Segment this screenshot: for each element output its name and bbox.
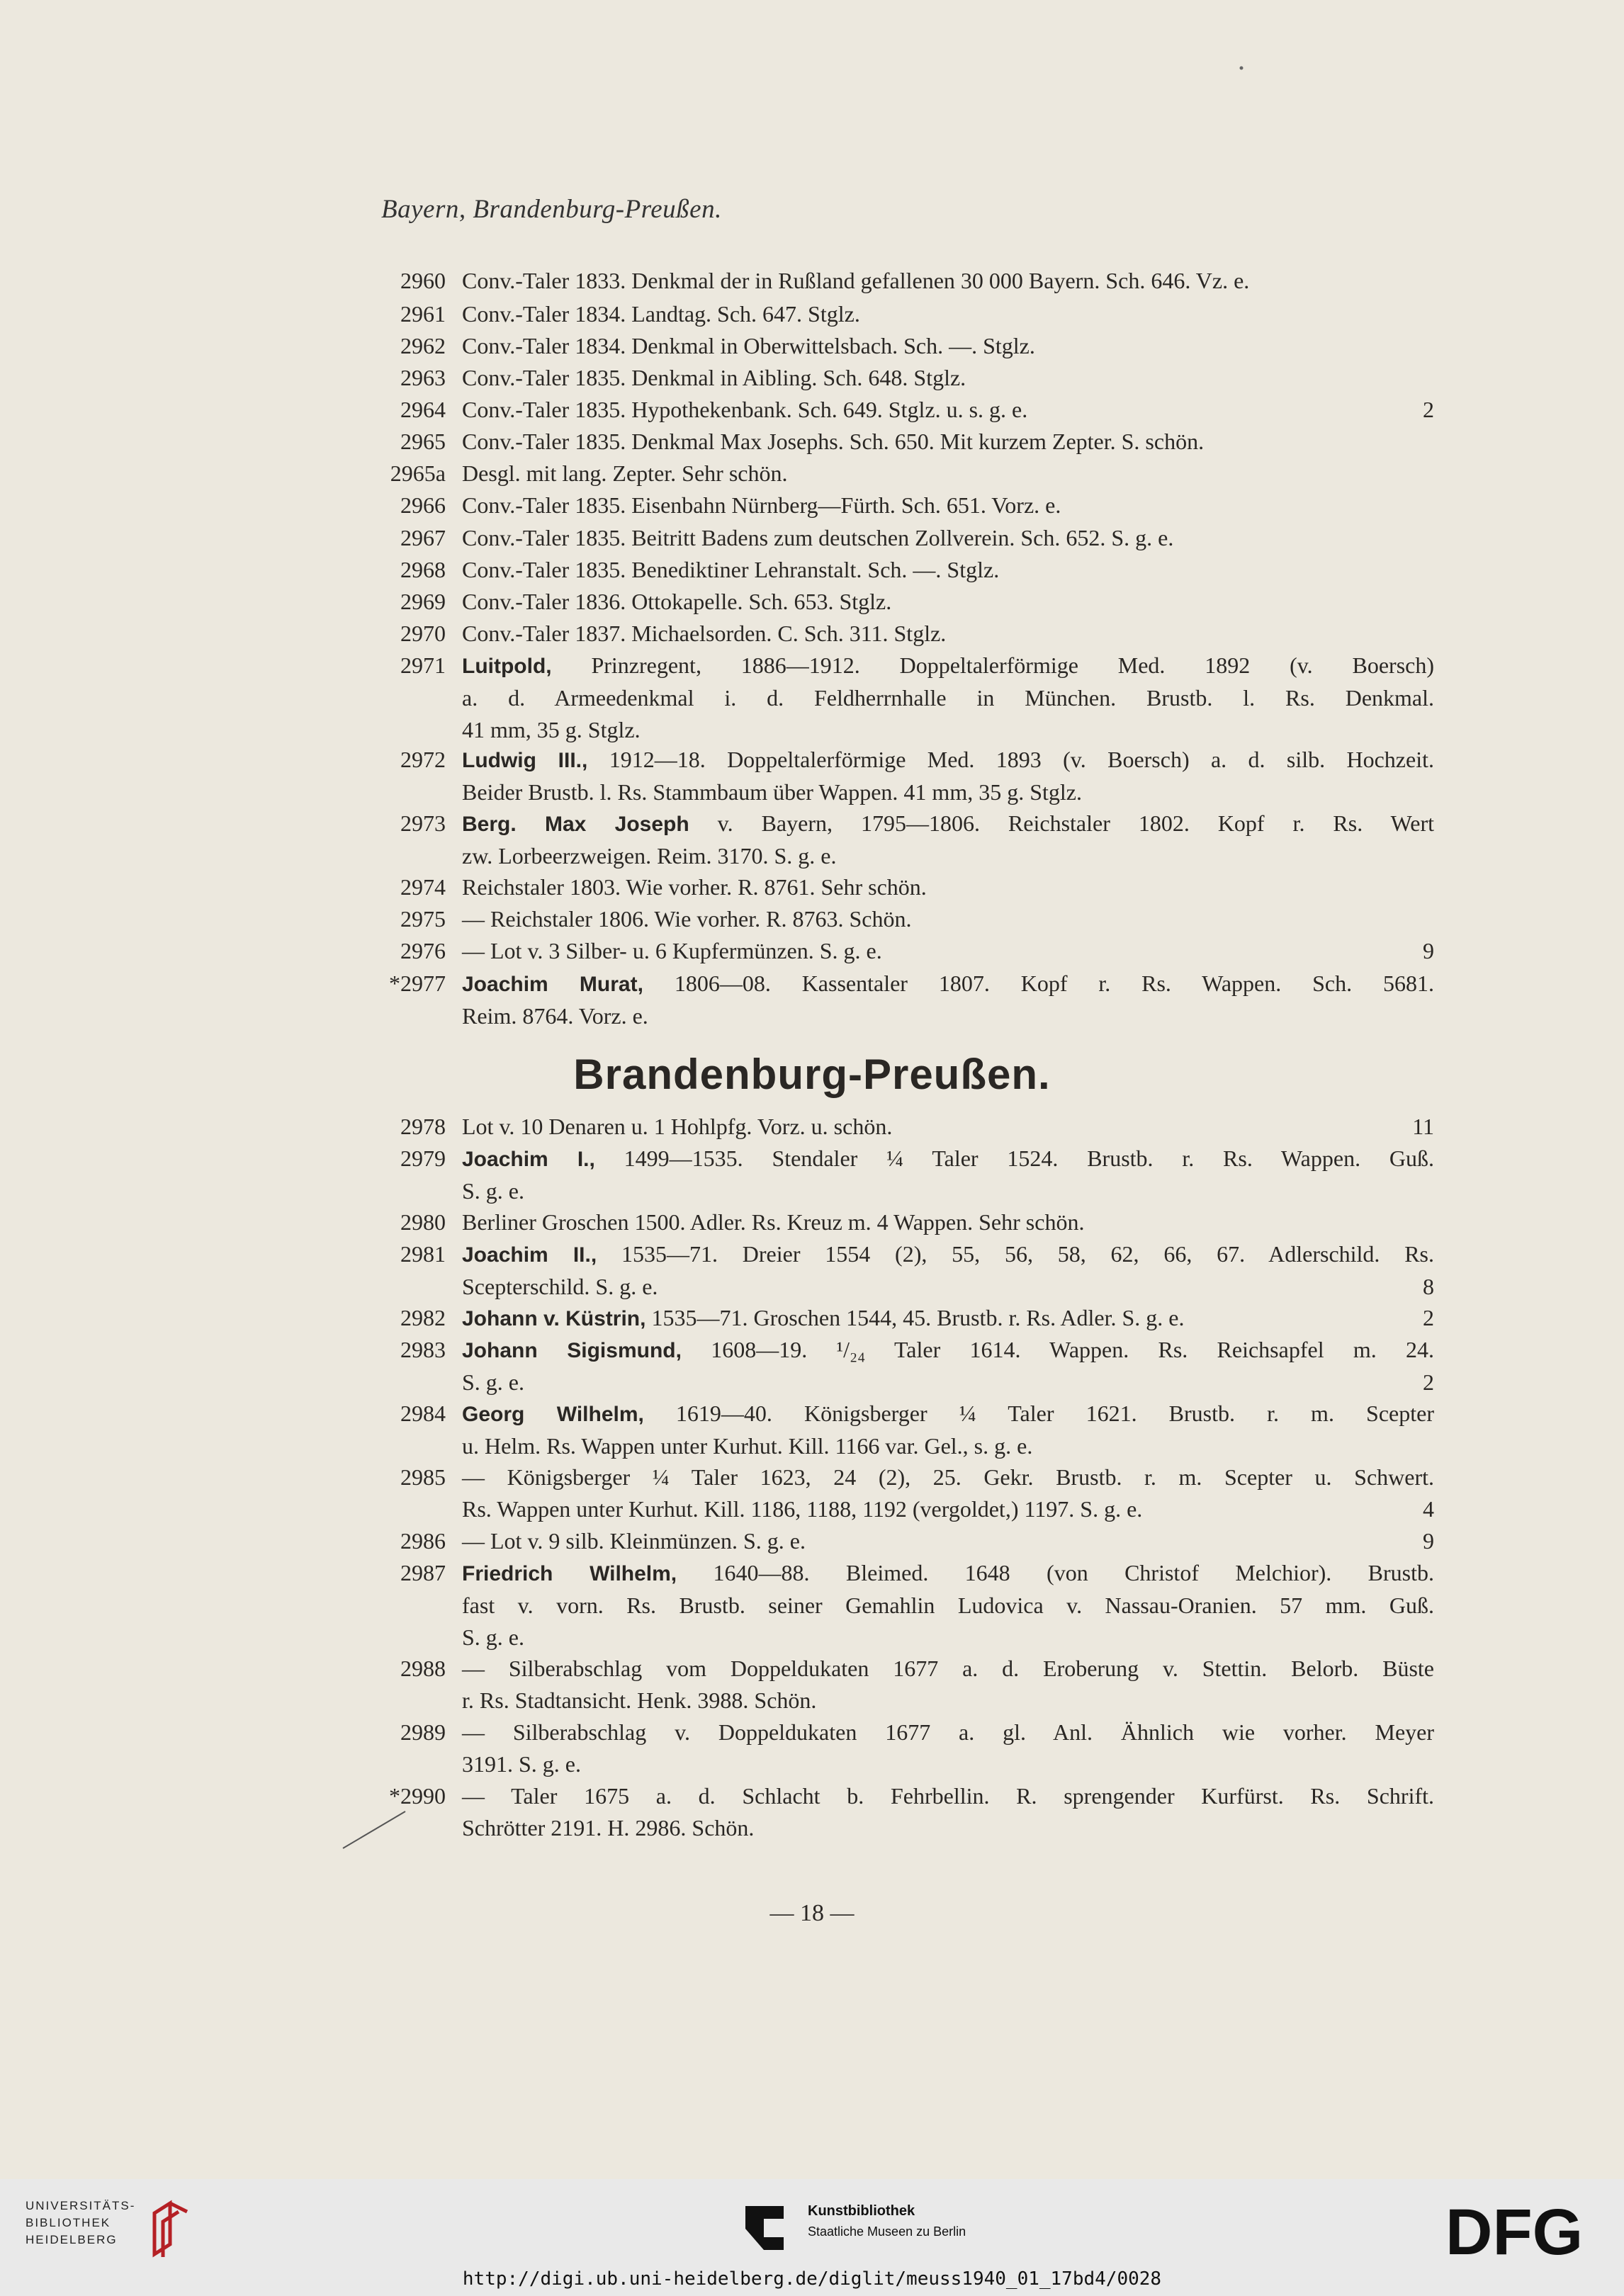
ruler-name: Joachim I.,: [462, 1148, 595, 1171]
lot-description: [462, 1780, 1434, 1844]
lot-number: 2972: [400, 747, 446, 772]
lot-number: 2974: [400, 874, 446, 900]
ruler-name: Ludwig III.,: [462, 749, 588, 772]
description-line: [462, 1143, 1434, 1175]
description-line: [462, 1525, 1434, 1557]
ruler-name: Georg Wilhelm,: [462, 1403, 644, 1426]
line-text: Conv.-Taler 1836. Ottokapelle. Sch. 653. Stglz.: [462, 589, 892, 614]
running-head: Bayern, Brandenburg-Preußen.: [381, 195, 722, 224]
line-text: Conv.-Taler 1835. Eisenbahn Nürnberg—Fürth. Sch. 651. Vorz. e.: [462, 492, 1061, 518]
lot-number: 2961: [400, 301, 446, 327]
ruler-name: Joachim II.,: [462, 1243, 597, 1267]
lot-description: [462, 458, 1434, 490]
lot-number: *2990: [389, 1783, 446, 1809]
lot-description: [462, 1461, 1434, 1525]
description-line: [462, 1000, 1434, 1032]
lot-description: [462, 1717, 1434, 1780]
line-text: Conv.-Taler 1835. Benediktiner Lehranstalt. Sch. —. Stglz.: [462, 557, 1000, 582]
section-title: Brandenburg-Preußen.: [573, 1051, 1051, 1098]
estimate-value: 9: [1423, 938, 1434, 963]
line-text: Reim. 8764. Vorz. e.: [462, 1003, 648, 1029]
line-text: Prinzregent, 1886—1912. Doppeltalerförmige Med. 1892 (v. Boersch): [551, 652, 1434, 678]
description-line: [462, 1334, 1434, 1367]
estimate-value: 11: [1412, 1114, 1434, 1139]
line-text: Conv.-Taler 1834. Denkmal in Oberwittelsbach. Sch. —. Stglz.: [462, 333, 1035, 358]
line-text: — Lot v. 9 silb. Kleinmünzen. S. g. e.: [462, 1528, 806, 1554]
description-line: [462, 554, 1434, 586]
lot-number: 2982: [400, 1305, 446, 1330]
lot-number: 2987: [400, 1560, 446, 1585]
description-line: [462, 968, 1434, 1000]
line-text: 1535—71. Groschen 1544, 45. Brustb. r. Rs. Adler. S. g. e.: [645, 1305, 1185, 1330]
line-text: Scepterschild. S. g. e.: [462, 1274, 658, 1299]
description-line: [462, 1622, 1434, 1653]
line-text: S. g. e.: [462, 1178, 524, 1204]
lot-number: 2983: [400, 1337, 446, 1362]
description-line: [462, 1493, 1434, 1525]
lot-description: [462, 330, 1434, 362]
lot-description: [462, 1302, 1434, 1335]
page-number: — 18 —: [769, 1900, 855, 1926]
description-line: [462, 1685, 1434, 1717]
description-line: [462, 298, 1434, 330]
lot-description: [462, 426, 1434, 458]
line-text: zw. Lorbeerzweigen. Reim. 3170. S. g. e.: [462, 843, 837, 869]
permalink-url[interactable]: http://digi.ub.uni-heidelberg.de/diglit/meuss1940_01_17bd4/0028: [462, 2268, 1162, 2290]
lot-description: [462, 871, 1434, 903]
line-text: 1640—88. Bleimed. 1648 (von Christof Melchior). Brustb.: [677, 1560, 1435, 1585]
description-line: [462, 903, 1434, 935]
lot-description: [462, 1398, 1434, 1462]
lot-description: [462, 650, 1434, 746]
line-text: fast v. vorn. Rs. Brustb. seiner Gemahlin Ludovica v. Nassau-Oranien. 57 mm. Guß.: [462, 1593, 1434, 1618]
description-line: [462, 1557, 1434, 1590]
lot-description: [462, 618, 1434, 650]
line-text: Reichstaler 1803. Wie vorher. R. 8761. Sehr schön.: [462, 874, 927, 900]
description-line: [462, 682, 1434, 714]
lot-number: 2979: [400, 1146, 446, 1171]
line-text: Conv.-Taler 1835. Denkmal in Aibling. Sch. 648. Stglz.: [462, 365, 966, 390]
description-line: [462, 1238, 1434, 1271]
lot-number: 2966: [400, 492, 446, 518]
description-line: [462, 1812, 1434, 1844]
line-text: 41 mm, 35 g. Stglz.: [462, 717, 641, 742]
description-line: [462, 458, 1434, 490]
lot-description: [462, 1111, 1434, 1143]
kunstbibliothek-logo[interactable]: [743, 2199, 1097, 2256]
description-line: [462, 776, 1434, 808]
description-line: [462, 650, 1434, 682]
description-line: [462, 1461, 1434, 1493]
description-line: [462, 522, 1434, 554]
kunstbibliothek-emblem-icon: [743, 2203, 792, 2253]
lot-description: [462, 586, 1434, 618]
ruler-name: Luitpold,: [462, 655, 552, 678]
ub-logo-text: UNIVERSITÄTS- BIBLIOTHEK HEIDELBERG: [26, 2199, 136, 2246]
estimate-value: 2: [1423, 397, 1434, 422]
line-text: S. g. e.: [462, 1369, 524, 1395]
lot-description: [462, 1238, 1434, 1303]
scan-speck: [1239, 65, 1244, 71]
description-line: [462, 840, 1434, 872]
description-line: [462, 394, 1434, 426]
description-line: [462, 1111, 1434, 1143]
lot-description: [462, 265, 1434, 297]
ruler-name: Johann v. Küstrin,: [462, 1307, 646, 1330]
estimate-value: 2: [1423, 1369, 1434, 1395]
description-line: [462, 1206, 1434, 1238]
lot-description: [462, 808, 1434, 872]
lot-number: 2981: [400, 1241, 446, 1267]
dfg-logo-text: DFG: [1445, 2203, 1584, 2260]
line-text: 1806—08. Kassentaler 1807. Kopf r. Rs. Wappen. Sch. 5681.: [643, 971, 1434, 996]
line-text: u. Helm. Rs. Wappen unter Kurhut. Kill. 1166 var. Gel., s. g. e.: [462, 1433, 1033, 1459]
lot-number: 2980: [400, 1209, 446, 1235]
ruler-name: Berg. Max Joseph: [462, 813, 689, 836]
lot-description: [462, 968, 1434, 1032]
line-text: Berliner Groschen 1500. Adler. Rs. Kreuz m. 4 Wappen. Sehr schön.: [462, 1209, 1085, 1235]
description-line: [462, 1302, 1434, 1335]
line-text: 1608—19. ¹/₂₄ Taler 1614. Wappen. Rs. Reichsapfel m. 24.: [681, 1337, 1435, 1362]
lot-number: 2968: [400, 557, 446, 582]
description-line: [462, 1590, 1434, 1622]
line-text: Conv.-Taler 1835. Beitritt Badens zum deutschen Zollverein. Sch. 652. S. g. e.: [462, 525, 1174, 550]
lot-description: [462, 935, 1434, 967]
line-text: Conv.-Taler 1834. Landtag. Sch. 647. Stglz.: [462, 301, 860, 327]
description-line: [462, 714, 1434, 746]
lot-number: 2984: [400, 1401, 446, 1426]
lot-description: [462, 490, 1434, 521]
lot-description: [462, 1206, 1434, 1238]
line-text: — Taler 1675 a. d. Schlacht b. Fehrbellin. R. sprengender Kurfürst. Rs. Schrift.: [462, 1783, 1434, 1809]
description-line: [462, 935, 1434, 967]
description-line: [462, 586, 1434, 618]
line-text: Conv.-Taler 1833. Denkmal der in Rußland gefallenen 30 000 Bayern. Sch. 646. Vz. e.: [462, 268, 1250, 293]
line-text: Conv.-Taler 1837. Michaelsorden. C. Sch. 311. Stglz.: [462, 621, 947, 646]
ub-emblem-icon: [146, 2198, 217, 2261]
line-text: 1499—1535. Stendaler ¼ Taler 1524. Brustb. r. Rs. Wappen. Guß.: [594, 1146, 1434, 1171]
ruler-name: Johann Sigismund,: [462, 1339, 682, 1362]
description-line: [462, 1367, 1434, 1398]
description-line: [462, 426, 1434, 458]
lot-number: 2986: [400, 1528, 446, 1554]
description-line: [462, 1271, 1434, 1303]
ub-heidelberg-logo[interactable]: [26, 2198, 217, 2261]
lot-number: 2985: [400, 1464, 446, 1490]
lot-description: [462, 1334, 1434, 1398]
lot-number: 2970: [400, 621, 446, 646]
line-text: Conv.-Taler 1835. Denkmal Max Josephs. Sch. 650. Mit kurzem Zepter. S. schön.: [462, 429, 1205, 454]
line-text: 1535—71. Dreier 1554 (2), 55, 56, 58, 62, 66, 67. Adlerschild. Rs.: [597, 1241, 1435, 1267]
line-text: — Reichstaler 1806. Wie vorher. R. 8763. Schön.: [462, 906, 912, 932]
line-text: 1619—40. Königsberger ¼ Taler 1621. Brustb. r. m. Scepter: [643, 1401, 1434, 1426]
line-text: Desgl. mit lang. Zepter. Sehr schön.: [462, 460, 788, 486]
description-line: [462, 1175, 1434, 1207]
description-line: [462, 871, 1434, 903]
line-text: — Silberabschlag vom Doppeldukaten 1677 a. d. Eroberung v. Stettin. Belorb. Büste: [462, 1656, 1434, 1681]
description-line: [462, 1653, 1434, 1685]
line-text: 3191. S. g. e.: [462, 1751, 581, 1777]
lot-number: 2962: [400, 333, 446, 358]
description-line: [462, 265, 1434, 297]
lot-number: 2973: [400, 810, 446, 836]
line-text: 1912—18. Doppeltalerförmige Med. 1893 (v. Boersch) a. d. silb. Hochzeit.: [587, 747, 1434, 772]
pen-stroke-mark: [340, 1796, 411, 1853]
lot-description: [462, 362, 1434, 394]
line-text: Conv.-Taler 1835. Hypothekenbank. Sch. 649. Stglz. u. s. g. e.: [462, 397, 1028, 422]
lot-number: 2989: [400, 1719, 446, 1745]
lot-description: [462, 554, 1434, 586]
digitization-footer: [0, 2179, 1624, 2296]
estimate-value: 9: [1423, 1528, 1434, 1554]
lot-number: 2988: [400, 1656, 446, 1681]
description-line: [462, 1430, 1434, 1462]
lot-number: 2969: [400, 589, 446, 614]
lot-number: 2965a: [390, 460, 446, 486]
lot-description: [462, 1557, 1434, 1653]
lot-description: [462, 522, 1434, 554]
description-line: [462, 808, 1434, 840]
estimate-value: 4: [1423, 1496, 1434, 1522]
lot-description: [462, 298, 1434, 330]
lot-number: 2963: [400, 365, 446, 390]
description-line: [462, 1748, 1434, 1780]
lot-description: [462, 1525, 1434, 1557]
lot-number: 2964: [400, 397, 446, 422]
lot-number: 2971: [400, 652, 446, 678]
lot-number: 2965: [400, 429, 446, 454]
line-text: — Königsberger ¼ Taler 1623, 24 (2), 25. Gekr. Brustb. r. m. Scepter u. Schwert.: [462, 1464, 1434, 1490]
lot-number: 2978: [400, 1114, 446, 1139]
lot-description: [462, 1653, 1434, 1717]
description-line: [462, 1398, 1434, 1430]
lot-number: 2975: [400, 906, 446, 932]
description-line: [462, 1780, 1434, 1812]
lot-number: 2967: [400, 525, 446, 550]
lot-number: 2960: [400, 268, 446, 293]
line-text: — Silberabschlag v. Doppeldukaten 1677 a. gl. Anl. Ähnlich wie vorher. Meyer: [462, 1719, 1434, 1745]
description-line: [462, 330, 1434, 362]
line-text: a. d. Armeedenkmal i. d. Feldherrnhalle in München. Brustb. l. Rs. Denkmal.: [462, 685, 1434, 711]
line-text: Rs. Wappen unter Kurhut. Kill. 1186, 1188, 1192 (vergoldet,) 1197. S. g. e.: [462, 1496, 1143, 1522]
kunstbibliothek-name: Kunstbibliothek: [808, 2203, 915, 2219]
lot-description: [462, 1143, 1434, 1207]
dfg-logo[interactable]: [1445, 2203, 1601, 2260]
description-line: [462, 744, 1434, 776]
ruler-name: Joachim Murat,: [462, 973, 643, 996]
line-text: Beider Brustb. l. Rs. Stammbaum über Wappen. 41 mm, 35 g. Stglz.: [462, 779, 1082, 805]
line-text: v. Bayern, 1795—1806. Reichstaler 1802. Kopf r. Rs. Wert: [689, 810, 1435, 836]
line-text: Lot v. 10 Denaren u. 1 Hohlpfg. Vorz. u. schön.: [462, 1114, 893, 1139]
line-text: Schrötter 2191. H. 2986. Schön.: [462, 1815, 755, 1840]
lot-number: *2977: [389, 971, 446, 996]
ruler-name: Friedrich Wilhelm,: [462, 1562, 677, 1585]
lot-number: 2976: [400, 938, 446, 963]
kunstbibliothek-subtitle: Staatliche Museen zu Berlin: [808, 2224, 966, 2239]
line-text: S. g. e.: [462, 1624, 524, 1650]
estimate-value: 8: [1423, 1274, 1434, 1299]
line-text: r. Rs. Stadtansicht. Henk. 3988. Schön.: [462, 1687, 817, 1713]
lot-description: [462, 744, 1434, 808]
estimate-value: 2: [1423, 1305, 1434, 1330]
lot-description: [462, 394, 1434, 426]
description-line: [462, 362, 1434, 394]
line-text: — Lot v. 3 Silber- u. 6 Kupfermünzen. S. g. e.: [462, 938, 882, 963]
description-line: [462, 490, 1434, 521]
description-line: [462, 1717, 1434, 1748]
description-line: [462, 618, 1434, 650]
lot-description: [462, 903, 1434, 935]
